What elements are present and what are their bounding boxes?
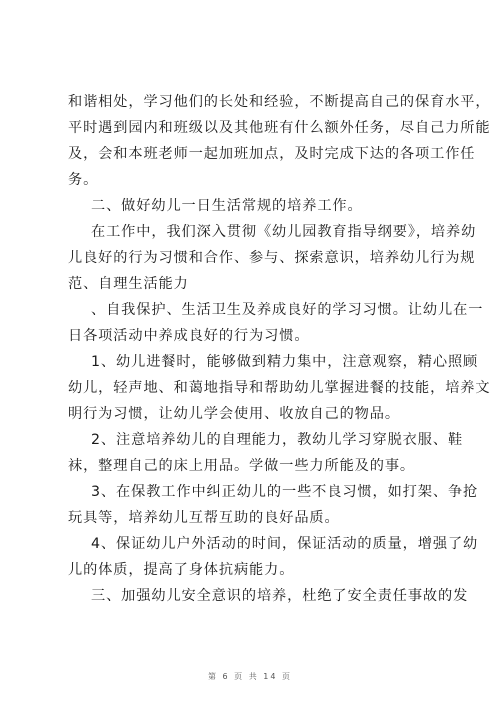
list-item-line: 玩具等，培养幼儿互帮互助的良好品质。 [68,510,340,526]
body-text-line: 及，会和本班老师一起加班加点，及时完成下达的各项工作任 [68,146,476,162]
list-item-line: 2、注意培养幼儿的自理能力，教幼儿学习穿脱衣服、鞋 [91,432,464,448]
list-item-line: 儿的体质，提高了身体抗病能力。 [68,562,295,578]
list-item-line: 袜，整理自己的床上用品。学做一些力所能及的事。 [68,458,416,474]
body-text-line: 范、自理生活能力 [68,276,189,292]
list-item-line: 4、保证幼儿户外活动的时间，保证活动的质量，增强了幼 [91,536,479,552]
list-item-line: 明行为习惯，让幼儿学会使用、收放自己的物品。 [68,406,400,422]
body-text-line: 儿良好的行为习惯和合作、参与、探索意识，培养幼儿行为规 [68,250,476,266]
section-heading: 三、加强幼儿安全意识的培养，杜绝了安全责任事故的发 [91,588,469,604]
body-text-line: 和谐相处，学习他们的长处和经验，不断提高自己的保育水平， [68,94,491,110]
list-item-line: 幼儿，轻声地、和蔼地指导和帮助幼儿掌握进餐的技能，培养文 [68,380,491,396]
list-item-line: 1、幼儿进餐时，能够做到精力集中，注意观察，精心照顾 [91,354,479,370]
body-text-line: 平时遇到园内和班级以及其他班有什么额外任务，尽自己力所能 [68,120,491,136]
list-item-line: 3、在保教工作中纠正幼儿的一些不良习惯，如打架、争抢 [91,484,479,500]
body-text-line: 日各项活动中养成良好的行为习惯。 [68,328,310,344]
page-number-footer: 第 6 页 共 14 页 [208,672,292,681]
body-text-line: 务。 [68,172,99,188]
body-text-line: 在工作中，我们深入贯彻《幼儿园教育指导纲要》，培养幼 [91,224,477,240]
body-text-line: 、自我保护、生活卫生及养成良好的学习习惯。让幼儿在一 [91,302,484,318]
section-heading: 二、做好幼儿一日生活常规的培养工作。 [91,198,363,214]
